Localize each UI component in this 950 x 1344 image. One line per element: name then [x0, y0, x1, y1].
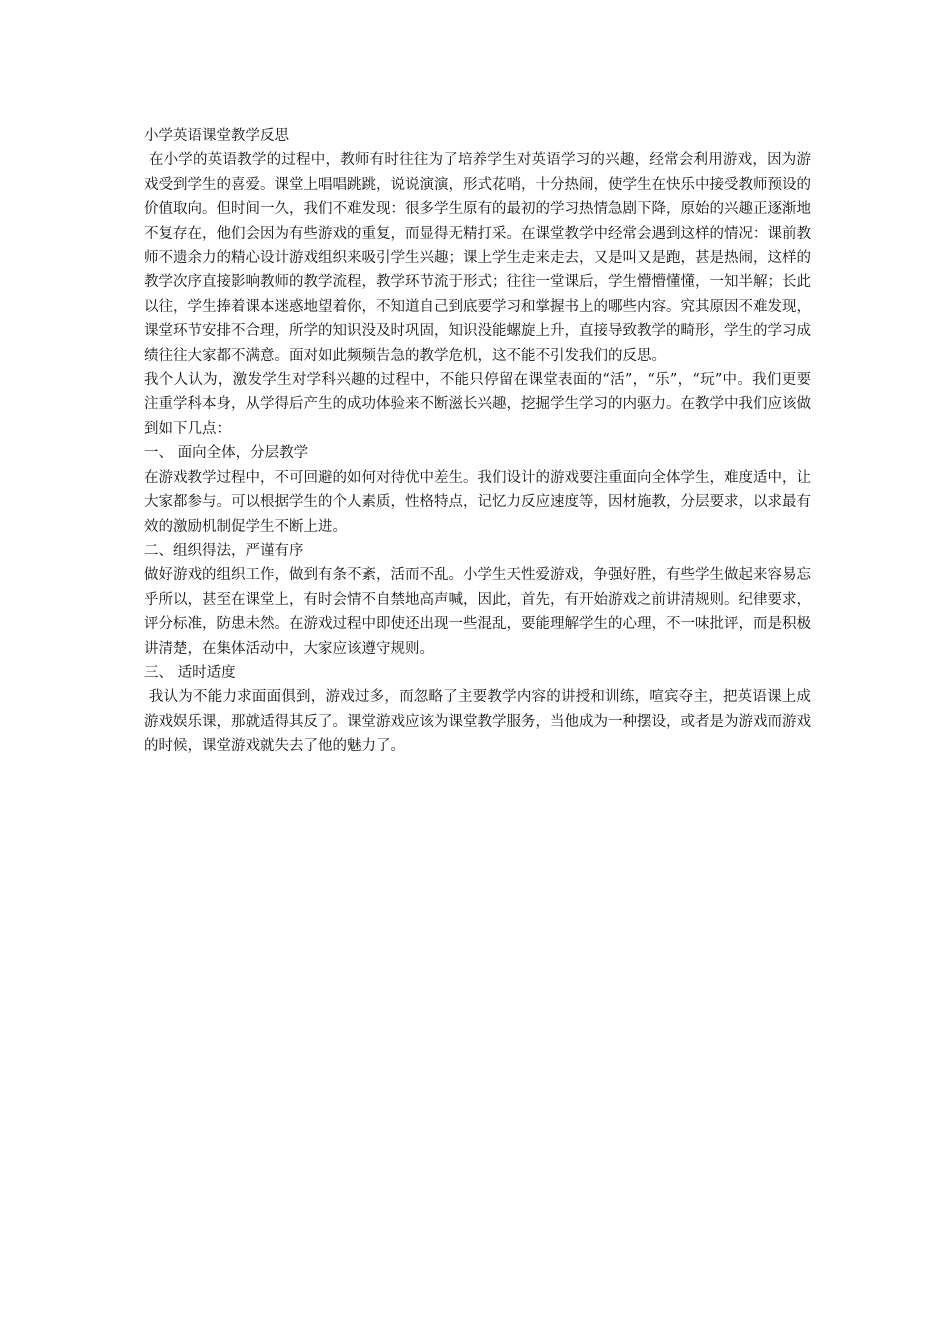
- section-body-2: 做好游戏的组织工作，做到有条不紊，活而不乱。小学生天性爱游戏，争强好胜，有些学生做起来容易忘乎所以，甚至在课堂上，有时会情不自禁地高声喊，因此，首先，有开始游戏之前讲清规则。纪律要求，评分标准，防患未然。在游戏过程中即使还出现一些混乱，要能理解学生的心理，不一味批评，而是积极讲清楚，在集体活动中，大家应该遵守规则。: [144, 567, 811, 657]
- section-heading-3: 三、 适时适度: [144, 664, 236, 681]
- section-heading-1: 一、 面向全体，分层教学: [144, 445, 309, 462]
- document-title: 小学英语课堂教学反思: [144, 128, 289, 144]
- section-heading-2: 二、组织得法，严谨有序: [144, 542, 304, 559]
- section-body-3: 我认为不能力求面面俱到，游戏过多，而忽略了主要教学内容的讲授和训练，喧宾夺主，把英语课上成游戏娱乐课，那就适得其反了。课堂游戏应该为课堂教学服务，当他成为一种摆设，或者是为游戏而游戏的时候，课堂游戏就失去了他的魅力了。: [144, 689, 812, 755]
- intro-paragraph-1: 在小学的英语教学的过程中，教师有时往往为了培养学生对英语学习的兴趣，经常会利用游戏，因为游戏受到学生的喜爱。课堂上唱唱跳跳，说说演演，形式花哨，十分热闹，使学生在快乐中接受教师预设的价值取向。但时间一久，我们不难发现：很多学生原有的最初的学习热情急剧下降，原始的兴趣正逐渐地不复存在，他们会因为有些游戏的重复，而显得无精打采。在课堂教学中经常会遇到这样的情况：课前教师不遗余力的精心设计游戏组织来吸引学生兴趣；课上学生走来走去，又是叫又是跑，甚是热闹，这样的教学次序直接影响教师的教学流程，教学环节流于形式；往往一堂课后，学生懵懵懂懂，一知半解；长此以往，学生捧着课本迷惑地望着你，不知道自己到底要学习和掌握书上的哪些内容。究其原因不难发现，课堂环节安排不合理，所学的知识没及时巩固，知识没能螺旋上升，直接导致教学的畸形，学生的学习成绩往往大家都不满意。面对如此频频告急的教学危机，这不能不引发我们的反思。: [144, 152, 812, 364]
- section-body-1: 在游戏教学过程中，不可回避的如何对待优中差生。我们设计的游戏要注重面向全体学生，难度适中，让大家都参与。可以根据学生的个人素质，性格特点，记忆力反应速度等，因材施教，分层要求，以求最有效的激励机制促学生不断上进。: [144, 469, 811, 535]
- document-page: [144, 124, 811, 759]
- intro-paragraph-2: 我个人认为，激发学生对学科兴趣的过程中，不能只停留在课堂表面的“活”，“乐”，“玩”中。我们更要注重学科本身，从学得后产生的成功体验来不断滋长兴趣，挖掘学生学习的内驱力。在教学中我们应该做到如下几点：: [144, 372, 811, 437]
